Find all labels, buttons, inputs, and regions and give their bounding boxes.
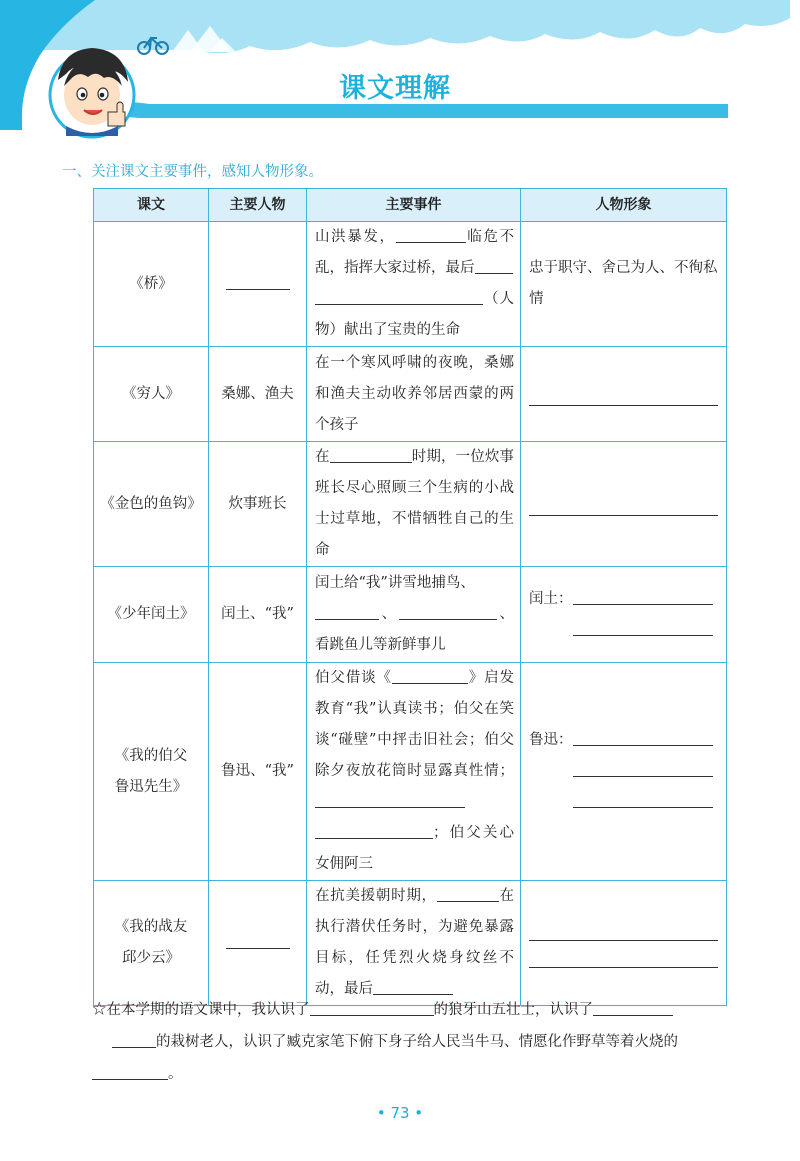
answer-blank[interactable] <box>310 995 434 1016</box>
lesson-cell <box>94 881 209 1006</box>
characters-cell: 闰土、“我” <box>209 567 307 663</box>
table-row <box>94 567 727 663</box>
image-label: 闰土： <box>529 590 573 607</box>
events-cell <box>307 663 521 881</box>
summary-paragraph <box>92 994 732 1090</box>
answer-blank[interactable] <box>529 383 718 406</box>
answer-blank[interactable] <box>573 787 713 808</box>
summary-text: 的狼牙山五壮士，认识了 <box>433 1002 593 1018</box>
characters-cell: 桑娜、渔夫 <box>209 347 307 442</box>
event-text: 》启发教育“我”认真读书；伯父在笑谈“碰壁”中抨击旧社会；伯父除夕夜放花筒时显露真性情； <box>315 670 514 779</box>
lesson-title-line: 鲁迅先生》 <box>114 778 188 795</box>
lesson-cell <box>94 663 209 881</box>
event-text: 、看跳鱼儿等新鲜事儿 <box>315 606 515 653</box>
image-cell <box>521 567 727 663</box>
event-text: 在 <box>315 449 330 465</box>
characters-cell: 炊事班长 <box>209 442 307 567</box>
summary-text: 。 <box>168 1066 183 1082</box>
characters-cell <box>209 881 307 1006</box>
page-number: • 73 • <box>376 1104 424 1122</box>
answer-blank[interactable] <box>529 918 718 941</box>
answer-blank[interactable] <box>330 442 412 463</box>
events-cell <box>307 567 521 663</box>
column-header-events: 主要事件 <box>307 189 521 222</box>
image-cell <box>521 663 727 881</box>
image-label: 鲁迅： <box>529 732 573 748</box>
table-row <box>94 222 727 347</box>
table-header-row <box>94 189 727 222</box>
answer-blank[interactable] <box>226 928 290 949</box>
events-cell <box>307 881 521 1006</box>
events-cell <box>307 222 521 347</box>
events-cell: 在一个寒风呼啸的夜晚，桑娜和渔夫主动收养邻居西蒙的两个孩子 <box>307 347 521 442</box>
page-title: 课文理解 <box>339 73 451 104</box>
column-header-image: 人物形象 <box>521 189 727 222</box>
column-header-characters: 主要人物 <box>209 189 307 222</box>
answer-blank[interactable] <box>373 974 453 995</box>
event-text: （人物）献出了宝贵的生命 <box>315 291 514 338</box>
image-cell <box>521 442 727 567</box>
image-cell <box>521 881 727 1006</box>
image-cell: 忠于职守、舍己为人、不徇私情 <box>521 222 727 347</box>
event-text: 闰土给“我”讲雪地捕鸟、 <box>315 575 475 591</box>
answer-blank[interactable] <box>315 599 379 620</box>
event-text: 在执行潜伏任务时，为避免暴露目标，任凭烈火烧身纹丝不动，最后 <box>315 888 515 997</box>
answer-blank[interactable] <box>529 493 718 516</box>
characters-cell: 鲁迅、“我” <box>209 663 307 881</box>
events-cell <box>307 442 521 567</box>
answer-blank[interactable] <box>573 756 713 777</box>
lesson-cell: 《少年闰土》 <box>94 567 209 663</box>
answer-blank[interactable] <box>573 584 713 605</box>
table-row <box>94 663 727 881</box>
answer-blank[interactable] <box>399 599 497 620</box>
answer-blank[interactable] <box>573 725 713 746</box>
image-cell <box>521 347 727 442</box>
answer-blank[interactable] <box>529 945 718 968</box>
answer-blank[interactable] <box>112 1027 156 1048</box>
answer-blank[interactable] <box>475 253 513 274</box>
boy-mascot-icon <box>50 48 134 137</box>
characters-cell <box>209 222 307 347</box>
summary-text: 的栽树老人，认识了臧克家笔下俯下身子给人民当牛马、情愿化作野草等着火烧的 <box>156 1034 678 1050</box>
answer-blank[interactable] <box>593 995 673 1016</box>
summary-text: 在本学期的语文课中，我认识了 <box>106 1002 310 1018</box>
lesson-table <box>93 188 727 1006</box>
answer-blank[interactable] <box>92 1059 168 1080</box>
answer-blank[interactable] <box>315 284 483 305</box>
table-row <box>94 442 727 567</box>
answer-blank[interactable] <box>392 663 468 684</box>
answer-blank[interactable] <box>315 787 465 808</box>
page-header <box>0 0 800 150</box>
answer-blank[interactable] <box>315 818 433 839</box>
lesson-cell: 《穷人》 <box>94 347 209 442</box>
answer-blank[interactable] <box>396 222 466 243</box>
lesson-title-line: 《我的伯父 <box>114 747 188 764</box>
event-text: 时期，一位炊事班长尽心照顾三个生病的小战士过草地，不惜牺牲自己的生命 <box>315 449 514 558</box>
event-text: 、 <box>379 606 399 622</box>
lesson-cell: 《桥》 <box>94 222 209 347</box>
event-text: 临危不乱，指挥大家过桥，最后 <box>315 229 514 276</box>
lesson-title-line: 邱少云》 <box>122 950 180 966</box>
event-text: ；伯父关心女佣阿三 <box>315 825 514 872</box>
answer-blank[interactable] <box>573 615 713 636</box>
answer-blank[interactable] <box>226 269 290 290</box>
event-text: 在抗美援朝时期， <box>315 888 437 904</box>
answer-blank[interactable] <box>437 881 499 902</box>
section-heading: 一、关注课文主要事件，感知人物形象。 <box>62 164 323 180</box>
lesson-title-line: 《我的战友 <box>114 919 188 935</box>
table-row <box>94 881 727 1006</box>
column-header-lesson: 课文 <box>94 189 209 222</box>
star-icon: ☆ <box>92 1002 107 1018</box>
event-text: 伯父借谈《 <box>315 670 392 686</box>
table-row <box>94 347 727 442</box>
lesson-cell: 《金色的鱼钩》 <box>94 442 209 567</box>
event-text: 山洪暴发， <box>315 229 396 245</box>
